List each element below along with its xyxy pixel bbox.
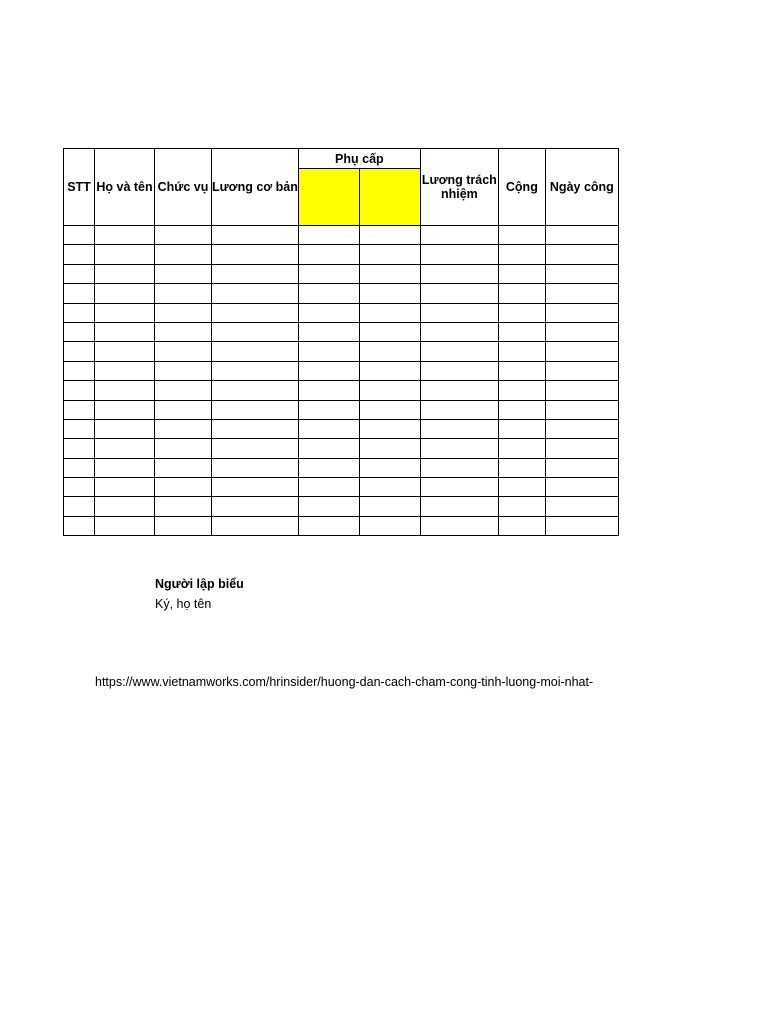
table-cell[interactable]	[545, 226, 618, 245]
table-cell[interactable]	[64, 322, 95, 341]
table-cell[interactable]	[359, 497, 420, 516]
table-cell[interactable]	[95, 419, 155, 438]
table-cell[interactable]	[64, 264, 95, 283]
table-cell[interactable]	[545, 516, 618, 535]
table-cell[interactable]	[498, 322, 545, 341]
table-cell[interactable]	[359, 439, 420, 458]
table-row	[64, 245, 619, 264]
table-cell[interactable]	[95, 458, 155, 477]
table-cell[interactable]	[359, 303, 420, 322]
header-row-1	[64, 149, 619, 169]
table-cell[interactable]	[298, 400, 359, 419]
table-cell[interactable]	[545, 381, 618, 400]
table-cell[interactable]	[212, 497, 299, 516]
table-cell[interactable]	[420, 264, 498, 283]
table-cell[interactable]	[298, 419, 359, 438]
table-row	[64, 516, 619, 535]
table-cell[interactable]	[359, 361, 420, 380]
table-cell[interactable]	[155, 478, 212, 497]
table-row	[64, 361, 619, 380]
table-cell[interactable]	[155, 458, 212, 477]
table-row	[64, 226, 619, 245]
table-cell[interactable]	[155, 226, 212, 245]
header-phu-cap-sub-2[interactable]	[359, 169, 420, 226]
table-cell[interactable]	[498, 400, 545, 419]
header-luong-co-ban: Lương cơ bản	[212, 149, 299, 226]
table-cell[interactable]	[298, 303, 359, 322]
table-cell[interactable]	[498, 226, 545, 245]
signer-title: Người lập biểu	[155, 577, 244, 591]
table-cell[interactable]	[212, 381, 299, 400]
table-cell[interactable]	[95, 381, 155, 400]
table-row	[64, 458, 619, 477]
table-cell[interactable]	[545, 245, 618, 264]
table-cell[interactable]	[155, 381, 212, 400]
table-cell[interactable]	[212, 342, 299, 361]
table-cell[interactable]	[95, 284, 155, 303]
header-ho-ten: Họ và tên	[95, 149, 155, 226]
table-cell[interactable]	[298, 439, 359, 458]
table-cell[interactable]	[155, 361, 212, 380]
table-row	[64, 322, 619, 341]
table-cell[interactable]	[498, 361, 545, 380]
table-cell[interactable]	[64, 303, 95, 322]
table-cell[interactable]	[64, 478, 95, 497]
table-cell[interactable]	[420, 361, 498, 380]
table-cell[interactable]	[298, 516, 359, 535]
table-cell[interactable]	[420, 458, 498, 477]
table-cell[interactable]	[212, 361, 299, 380]
table-cell[interactable]	[298, 322, 359, 341]
table-cell[interactable]	[420, 497, 498, 516]
table-cell[interactable]	[155, 516, 212, 535]
table-row	[64, 264, 619, 283]
table-cell[interactable]	[545, 400, 618, 419]
table-row	[64, 439, 619, 458]
table-cell[interactable]	[359, 400, 420, 419]
table-cell[interactable]	[420, 419, 498, 438]
table-cell[interactable]	[95, 226, 155, 245]
table-cell[interactable]	[498, 264, 545, 283]
table-cell[interactable]	[359, 245, 420, 264]
table-cell[interactable]	[212, 264, 299, 283]
table-cell[interactable]	[95, 322, 155, 341]
table-cell[interactable]	[420, 245, 498, 264]
table-cell[interactable]	[545, 497, 618, 516]
table-cell[interactable]	[155, 303, 212, 322]
table-cell[interactable]	[420, 342, 498, 361]
table-cell[interactable]	[359, 381, 420, 400]
table-cell[interactable]	[498, 516, 545, 535]
table-cell[interactable]	[545, 342, 618, 361]
table-row	[64, 497, 619, 516]
table-cell[interactable]	[359, 342, 420, 361]
table-cell[interactable]	[64, 497, 95, 516]
table-cell[interactable]	[420, 478, 498, 497]
table-cell[interactable]	[545, 303, 618, 322]
table-row	[64, 381, 619, 400]
table-cell[interactable]	[95, 245, 155, 264]
table-row	[64, 342, 619, 361]
table-cell[interactable]	[64, 245, 95, 264]
table-cell[interactable]	[545, 264, 618, 283]
table-cell[interactable]	[359, 516, 420, 535]
table-cell[interactable]	[498, 381, 545, 400]
table-cell[interactable]	[298, 342, 359, 361]
header-cong: Cộng	[498, 149, 545, 226]
table-row	[64, 303, 619, 322]
table-cell[interactable]	[64, 226, 95, 245]
table-cell[interactable]	[95, 400, 155, 419]
table-cell[interactable]	[298, 284, 359, 303]
table-cell[interactable]	[545, 419, 618, 438]
table-cell[interactable]	[212, 226, 299, 245]
table-cell[interactable]	[64, 361, 95, 380]
table-cell[interactable]	[498, 284, 545, 303]
table-cell[interactable]	[212, 284, 299, 303]
table-cell[interactable]	[95, 516, 155, 535]
table-cell[interactable]	[212, 245, 299, 264]
table-cell[interactable]	[545, 478, 618, 497]
table-cell[interactable]	[545, 284, 618, 303]
table-cell[interactable]	[298, 478, 359, 497]
table-cell[interactable]	[498, 245, 545, 264]
header-phu-cap: Phụ cấp	[298, 149, 420, 169]
table-cell[interactable]	[155, 284, 212, 303]
table-cell[interactable]	[64, 458, 95, 477]
table-cell[interactable]	[545, 322, 618, 341]
table-row	[64, 284, 619, 303]
table-row	[64, 419, 619, 438]
table-cell[interactable]	[498, 342, 545, 361]
table-cell[interactable]	[64, 381, 95, 400]
header-chuc-vu: Chức vụ	[155, 149, 212, 226]
table-cell[interactable]	[359, 226, 420, 245]
table-cell[interactable]	[420, 284, 498, 303]
table-cell[interactable]	[498, 478, 545, 497]
table-cell[interactable]	[95, 439, 155, 458]
source-url[interactable]: https://www.vietnamworks.com/hrinsider/huong-dan-cach-cham-cong-tinh-luong-moi-nhat-	[95, 675, 594, 689]
table-cell[interactable]	[212, 322, 299, 341]
table-row	[64, 400, 619, 419]
table-cell[interactable]	[420, 439, 498, 458]
table-cell[interactable]	[155, 264, 212, 283]
table-cell[interactable]	[498, 458, 545, 477]
table-cell[interactable]	[298, 361, 359, 380]
table-cell[interactable]	[545, 439, 618, 458]
table-cell[interactable]	[64, 342, 95, 361]
table-cell[interactable]	[155, 497, 212, 516]
table-cell[interactable]	[95, 478, 155, 497]
table-cell[interactable]	[498, 303, 545, 322]
table-cell[interactable]	[212, 400, 299, 419]
header-ngay-cong: Ngày công	[545, 149, 618, 226]
table-cell[interactable]	[298, 245, 359, 264]
table-cell[interactable]	[212, 439, 299, 458]
table-cell[interactable]	[420, 322, 498, 341]
table-cell[interactable]	[359, 419, 420, 438]
table-cell[interactable]	[545, 361, 618, 380]
table-cell[interactable]	[95, 361, 155, 380]
table-cell[interactable]	[298, 381, 359, 400]
table-cell[interactable]	[212, 458, 299, 477]
header-luong-trach-nhiem: Lương trách nhiệm	[420, 149, 498, 226]
table-cell[interactable]	[64, 439, 95, 458]
table-cell[interactable]	[498, 439, 545, 458]
payroll-table	[63, 148, 619, 536]
table-cell[interactable]	[359, 478, 420, 497]
table-cell[interactable]	[64, 419, 95, 438]
table-cell[interactable]	[95, 342, 155, 361]
table-cell[interactable]	[155, 419, 212, 438]
table-cell[interactable]	[359, 284, 420, 303]
header-phu-cap-sub-1[interactable]	[298, 169, 359, 226]
table-cell[interactable]	[155, 245, 212, 264]
table-row	[64, 478, 619, 497]
table-cell[interactable]	[298, 226, 359, 245]
table-cell[interactable]	[359, 264, 420, 283]
table-cell[interactable]	[420, 400, 498, 419]
table-cell[interactable]	[95, 264, 155, 283]
table-cell[interactable]	[359, 322, 420, 341]
table-cell[interactable]	[420, 303, 498, 322]
table-cell[interactable]	[95, 303, 155, 322]
table-cell[interactable]	[420, 381, 498, 400]
table-cell[interactable]	[298, 497, 359, 516]
table-cell[interactable]	[155, 342, 212, 361]
table-cell[interactable]	[64, 400, 95, 419]
table-cell[interactable]	[95, 497, 155, 516]
table-cell[interactable]	[212, 516, 299, 535]
table-cell[interactable]	[359, 458, 420, 477]
table-cell[interactable]	[498, 497, 545, 516]
table-cell[interactable]	[298, 458, 359, 477]
table-cell[interactable]	[155, 322, 212, 341]
table-cell[interactable]	[420, 226, 498, 245]
table-cell[interactable]	[64, 516, 95, 535]
table-body	[64, 226, 619, 536]
table-cell[interactable]	[155, 439, 212, 458]
table-cell[interactable]	[155, 400, 212, 419]
table-cell[interactable]	[212, 478, 299, 497]
table-cell[interactable]	[498, 419, 545, 438]
table-cell[interactable]	[545, 458, 618, 477]
signer-subtitle: Ký, họ tên	[155, 597, 212, 611]
table-cell[interactable]	[64, 284, 95, 303]
table-cell[interactable]	[212, 419, 299, 438]
header-stt: STT	[64, 149, 95, 226]
table-cell[interactable]	[212, 303, 299, 322]
table-cell[interactable]	[298, 264, 359, 283]
table-cell[interactable]	[420, 516, 498, 535]
